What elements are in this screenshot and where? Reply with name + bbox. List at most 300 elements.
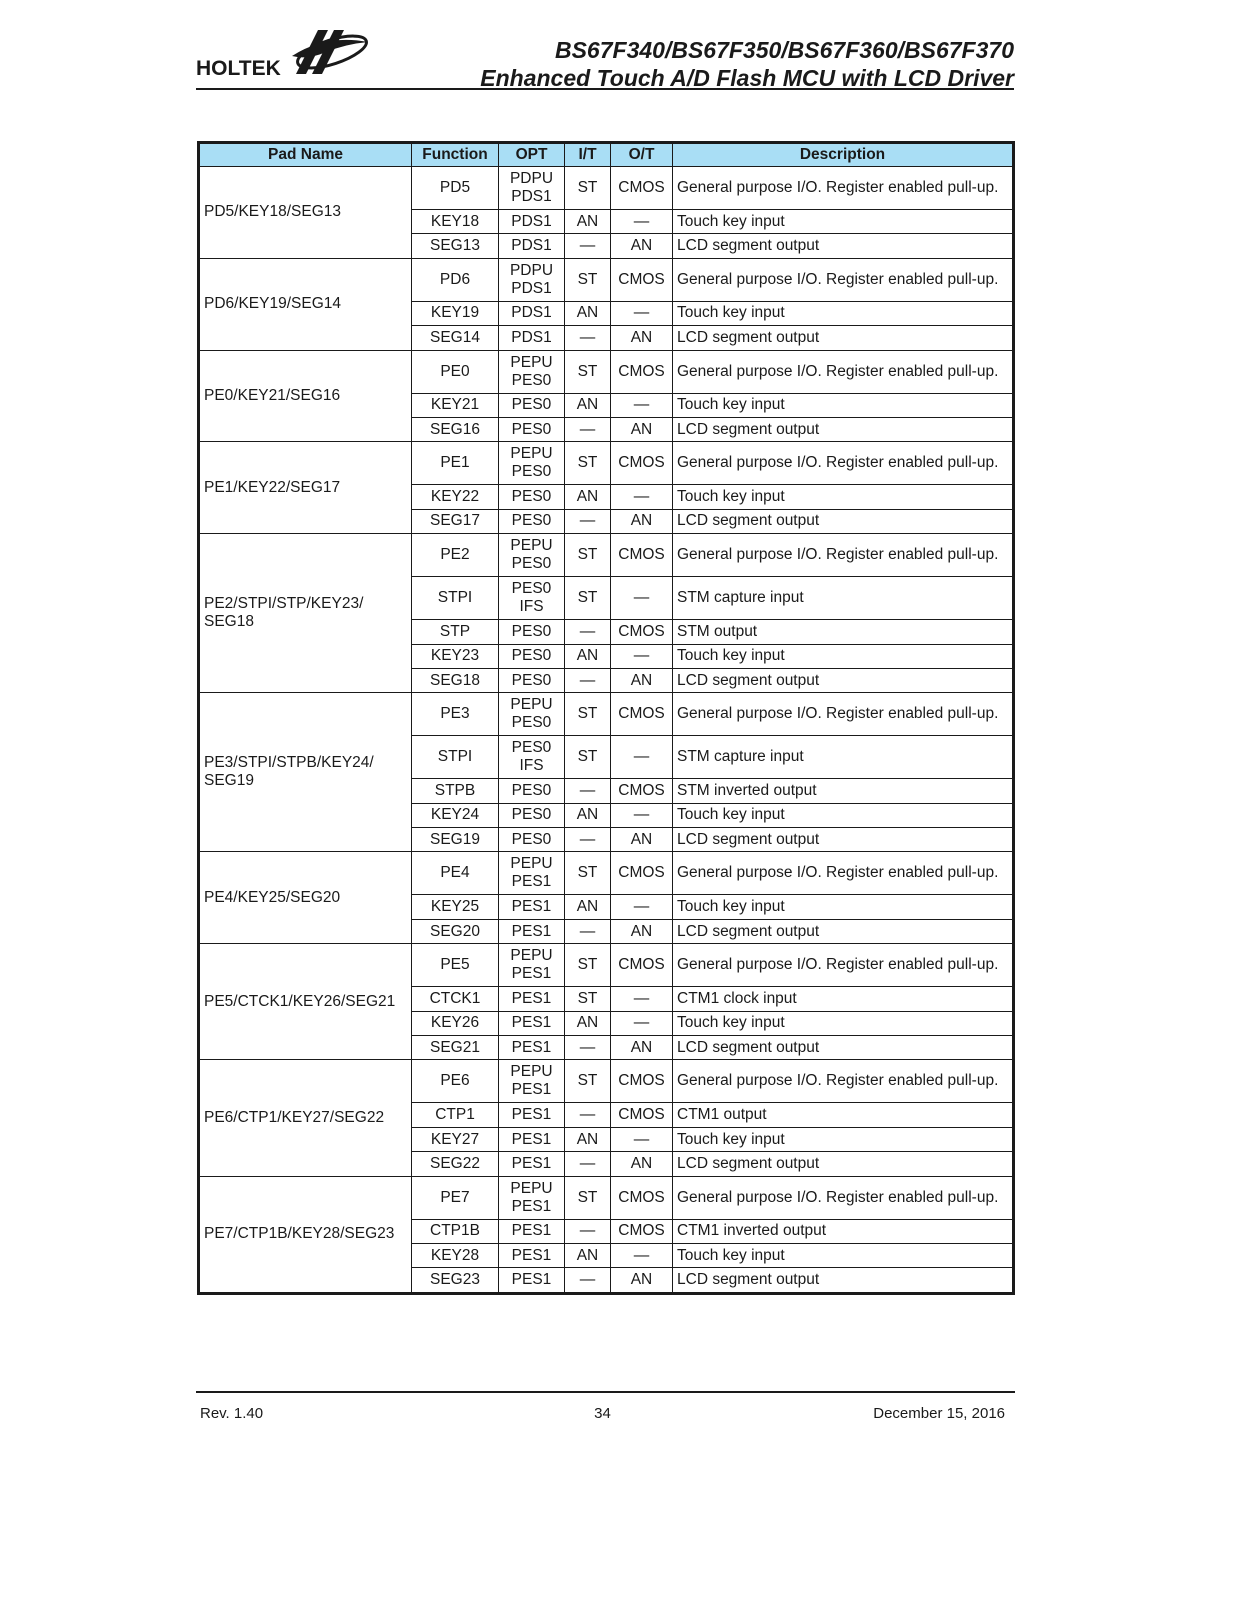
cell-function-text: SEG16	[430, 420, 480, 438]
cell-description	[673, 1152, 1013, 1176]
cell-function	[412, 301, 499, 325]
cell-opt	[499, 509, 565, 533]
cell-ot-text: —	[633, 1130, 650, 1148]
cell-opt-text: PES0	[511, 806, 552, 824]
cell-pad-name	[200, 167, 412, 259]
cell-it-text: ST	[577, 589, 598, 607]
cell-function-text: KEY18	[430, 212, 480, 230]
cell-ot	[611, 210, 673, 234]
cell-opt-text: PES1	[511, 1130, 552, 1148]
cell-pad-name	[200, 258, 412, 350]
cell-description	[673, 167, 1013, 210]
pad-name-text: PE0/KEY21/SEG16	[204, 386, 341, 404]
cell-it	[565, 620, 611, 644]
cell-ot	[611, 1060, 673, 1103]
cell-opt-text: PES1	[511, 989, 552, 1007]
svg-text:HOLTEK: HOLTEK	[196, 57, 281, 80]
cell-ot-text: —	[633, 212, 650, 230]
cell-it	[565, 350, 611, 393]
cell-function	[412, 210, 499, 234]
cell-description	[673, 828, 1013, 852]
cell-description-text: STM capture input	[677, 589, 804, 607]
cell-description-text: STM inverted output	[677, 781, 817, 799]
cell-opt	[499, 852, 565, 895]
cell-ot-text: —	[633, 806, 650, 824]
cell-opt	[499, 1011, 565, 1035]
table-row	[200, 1176, 1013, 1219]
cell-function	[412, 350, 499, 393]
cell-ot-text: —	[633, 589, 650, 607]
col-header-opt: OPT	[499, 144, 565, 167]
cell-description-text: Touch key input	[677, 647, 785, 665]
cell-it-text: —	[579, 1106, 596, 1124]
cell-pad-name	[200, 442, 412, 534]
cell-pad-name	[200, 350, 412, 442]
cell-description-text: General purpose I/O. Register enabled pull-up.	[677, 956, 999, 974]
cell-it-text: —	[579, 237, 596, 255]
cell-it	[565, 393, 611, 417]
footer-date: December 15, 2016	[873, 1405, 1005, 1422]
cell-it-text: ST	[577, 270, 598, 288]
cell-function	[412, 1036, 499, 1060]
cell-function-text: SEG17	[430, 512, 480, 530]
cell-opt-text: PEPU PES0	[510, 353, 553, 389]
cell-opt-text: PES0	[511, 622, 552, 640]
cell-opt-text: PES0	[511, 488, 552, 506]
cell-description-text: General purpose I/O. Register enabled pull-up.	[677, 454, 999, 472]
cell-ot-text: AN	[630, 237, 653, 255]
cell-function-text: PD6	[439, 270, 471, 288]
cell-it	[565, 1127, 611, 1151]
cell-opt-text: PEPU PES0	[510, 537, 553, 573]
cell-description	[673, 509, 1013, 533]
cell-opt-text: PES0	[511, 781, 552, 799]
cell-opt	[499, 895, 565, 919]
cell-description-text: LCD segment output	[677, 1038, 820, 1056]
cell-it-text: AN	[576, 898, 599, 916]
pad-name-text: PE5/CTCK1/KEY26/SEG21	[204, 992, 396, 1010]
cell-ot	[611, 393, 673, 417]
table-row	[200, 534, 1013, 577]
cell-opt	[499, 258, 565, 301]
cell-it-text: —	[579, 830, 596, 848]
cell-opt	[499, 803, 565, 827]
cell-ot-text: —	[633, 488, 650, 506]
cell-function-text: SEG13	[430, 237, 480, 255]
cell-ot-text: CMOS	[618, 454, 665, 472]
document-title	[480, 36, 1014, 92]
cell-description-text: General purpose I/O. Register enabled pull-up.	[677, 864, 999, 882]
cell-it-text: —	[579, 1038, 596, 1056]
cell-opt-text: PES1	[511, 1246, 552, 1264]
cell-ot	[611, 1219, 673, 1243]
cell-description-text: CTM1 clock input	[677, 989, 797, 1007]
cell-ot	[611, 1243, 673, 1267]
cell-ot	[611, 803, 673, 827]
cell-opt-text: PES1	[511, 1038, 552, 1056]
cell-it	[565, 234, 611, 258]
cell-opt	[499, 1036, 565, 1060]
cell-function-text: SEG23	[430, 1271, 480, 1289]
cell-opt	[499, 1176, 565, 1219]
cell-function	[412, 828, 499, 852]
cell-it-text: —	[579, 420, 596, 438]
cell-description-text: LCD segment output	[677, 328, 820, 346]
col-header-pad-name: Pad Name	[200, 144, 412, 167]
cell-ot-text: —	[633, 1014, 650, 1032]
cell-function-text: PE2	[440, 546, 470, 564]
cell-opt-text: PDS1	[511, 212, 552, 230]
cell-ot	[611, 509, 673, 533]
cell-description	[673, 301, 1013, 325]
footer-divider	[196, 1391, 1015, 1393]
cell-function	[412, 668, 499, 692]
cell-function-text: STP	[439, 622, 471, 640]
cell-it	[565, 736, 611, 779]
cell-function	[412, 1060, 499, 1103]
page-number: 34	[594, 1405, 611, 1422]
table-row	[200, 167, 1013, 210]
pad-name-text: PE3/STPI/STPB/KEY24/ SEG19	[204, 754, 374, 790]
cell-opt-text: PES0	[511, 647, 552, 665]
cell-function-text: CTP1B	[430, 1222, 480, 1240]
cell-description	[673, 1127, 1013, 1151]
cell-it-text: —	[579, 512, 596, 530]
cell-description-text: LCD segment output	[677, 1154, 820, 1172]
cell-it	[565, 210, 611, 234]
cell-ot	[611, 895, 673, 919]
cell-ot	[611, 852, 673, 895]
cell-description	[673, 895, 1013, 919]
cell-description-text: CTM1 output	[677, 1106, 767, 1124]
cell-opt	[499, 919, 565, 943]
cell-it-text: —	[579, 1154, 596, 1172]
cell-pad-name	[200, 1176, 412, 1292]
cell-ot	[611, 668, 673, 692]
pad-name-text: PE7/CTP1B/KEY28/SEG23	[204, 1225, 395, 1243]
cell-it	[565, 1176, 611, 1219]
cell-ot	[611, 919, 673, 943]
cell-opt-text: PES1	[511, 1106, 552, 1124]
cell-ot	[611, 350, 673, 393]
cell-description	[673, 442, 1013, 485]
cell-opt	[499, 736, 565, 779]
cell-function	[412, 509, 499, 533]
cell-opt	[499, 1243, 565, 1267]
title-line-1: BS67F340/BS67F350/BS67F360/BS67F370	[554, 37, 1014, 63]
cell-ot-text: CMOS	[618, 270, 665, 288]
cell-description	[673, 736, 1013, 779]
cell-opt	[499, 1152, 565, 1176]
cell-it	[565, 1152, 611, 1176]
cell-opt	[499, 1060, 565, 1103]
cell-function	[412, 1152, 499, 1176]
cell-function	[412, 1176, 499, 1219]
cell-function-text: SEG20	[430, 922, 480, 940]
cell-it	[565, 944, 611, 987]
cell-opt	[499, 577, 565, 620]
cell-ot-text: CMOS	[618, 1106, 665, 1124]
cell-it	[565, 1036, 611, 1060]
table-row	[200, 852, 1013, 895]
pad-name-text: PE2/STPI/STP/KEY23/ SEG18	[204, 595, 364, 631]
pin-function-table	[197, 141, 1015, 1295]
cell-it-text: ST	[577, 989, 598, 1007]
cell-ot-text: —	[633, 304, 650, 322]
cell-opt-text: PDS1	[511, 304, 552, 322]
cell-ot-text: AN	[630, 1038, 653, 1056]
cell-function-text: PE7	[440, 1188, 470, 1206]
cell-ot-text: —	[633, 898, 650, 916]
cell-it-text: ST	[577, 1072, 598, 1090]
cell-description	[673, 1060, 1013, 1103]
cell-it	[565, 1268, 611, 1292]
table-header-row	[200, 144, 1013, 167]
cell-function-text: KEY25	[430, 898, 480, 916]
cell-function-text: KEY21	[430, 396, 480, 414]
cell-ot-text: CMOS	[618, 362, 665, 380]
cell-description	[673, 1268, 1013, 1292]
cell-it-text: —	[579, 671, 596, 689]
cell-description-text: STM output	[677, 622, 758, 640]
cell-description-text: General purpose I/O. Register enabled pull-up.	[677, 546, 999, 564]
cell-function-text: KEY19	[430, 304, 480, 322]
cell-description	[673, 417, 1013, 441]
cell-function	[412, 442, 499, 485]
cell-ot-text: CMOS	[618, 1188, 665, 1206]
cell-it	[565, 919, 611, 943]
cell-description-text: Touch key input	[677, 212, 785, 230]
cell-it	[565, 852, 611, 895]
cell-it-text: AN	[576, 1130, 599, 1148]
cell-description-text: STM capture input	[677, 748, 804, 766]
cell-function	[412, 1103, 499, 1127]
cell-description	[673, 693, 1013, 736]
cell-ot	[611, 944, 673, 987]
cell-function	[412, 393, 499, 417]
cell-opt	[499, 644, 565, 668]
cell-description	[673, 326, 1013, 350]
cell-description	[673, 1219, 1013, 1243]
cell-opt	[499, 485, 565, 509]
cell-opt	[499, 828, 565, 852]
cell-function-text: PE3	[440, 705, 470, 723]
page-footer	[200, 1405, 1005, 1425]
cell-function	[412, 693, 499, 736]
cell-opt-text: PES1	[511, 1222, 552, 1240]
cell-opt	[499, 326, 565, 350]
cell-opt	[499, 620, 565, 644]
cell-opt	[499, 693, 565, 736]
cell-function-text: SEG18	[430, 671, 480, 689]
cell-description	[673, 393, 1013, 417]
cell-description	[673, 1011, 1013, 1035]
cell-description-text: LCD segment output	[677, 671, 820, 689]
cell-ot	[611, 1036, 673, 1060]
cell-it-text: —	[579, 922, 596, 940]
holtek-logo	[196, 24, 372, 82]
cell-it	[565, 417, 611, 441]
cell-function	[412, 234, 499, 258]
cell-ot-text: CMOS	[618, 1072, 665, 1090]
cell-ot-text: CMOS	[618, 705, 665, 723]
cell-opt-text: PEPU PES1	[510, 947, 553, 983]
cell-it-text: ST	[577, 179, 598, 196]
cell-opt-text: PES0	[511, 396, 552, 414]
cell-opt-text: PDS1	[511, 328, 552, 346]
cell-description	[673, 210, 1013, 234]
cell-opt-text: PES0	[511, 830, 552, 848]
cell-function-text: CTP1	[435, 1106, 475, 1124]
cell-ot-text: —	[633, 748, 650, 766]
cell-function	[412, 1127, 499, 1151]
cell-opt-text: PES1	[511, 1154, 552, 1172]
cell-function-text: PE4	[440, 864, 470, 882]
cell-it-text: ST	[577, 362, 598, 380]
cell-function-text: KEY24	[430, 806, 480, 824]
cell-description	[673, 644, 1013, 668]
cell-opt	[499, 350, 565, 393]
cell-opt-text: PES1	[511, 1014, 552, 1032]
cell-it	[565, 828, 611, 852]
cell-opt-text: PES1	[511, 1271, 552, 1289]
cell-ot	[611, 1127, 673, 1151]
cell-it	[565, 668, 611, 692]
cell-opt-text: PES0	[511, 420, 552, 438]
cell-it-text: ST	[577, 454, 598, 472]
cell-function	[412, 577, 499, 620]
cell-ot	[611, 828, 673, 852]
cell-opt-text: PES1	[511, 898, 552, 916]
cell-function	[412, 852, 499, 895]
cell-function	[412, 919, 499, 943]
cell-ot-text: CMOS	[618, 622, 665, 640]
cell-it-text: AN	[576, 647, 599, 665]
cell-it	[565, 326, 611, 350]
cell-description	[673, 620, 1013, 644]
cell-ot	[611, 1268, 673, 1292]
cell-description-text: LCD segment output	[677, 1271, 820, 1289]
cell-ot-text: CMOS	[618, 781, 665, 799]
cell-function	[412, 258, 499, 301]
cell-description	[673, 987, 1013, 1011]
table-row	[200, 1060, 1013, 1103]
cell-it-text: AN	[576, 488, 599, 506]
cell-description-text: LCD segment output	[677, 237, 820, 255]
cell-function	[412, 736, 499, 779]
cell-it-text: AN	[576, 1014, 599, 1032]
cell-pad-name	[200, 693, 412, 852]
cell-description-text: Touch key input	[677, 1130, 785, 1148]
table-row	[200, 350, 1013, 393]
cell-ot	[611, 736, 673, 779]
cell-description-text: LCD segment output	[677, 830, 820, 848]
cell-description-text: CTM1 inverted output	[677, 1222, 827, 1240]
cell-function-text: PE5	[440, 956, 470, 974]
cell-ot-text: CMOS	[618, 179, 665, 196]
cell-function	[412, 1243, 499, 1267]
cell-ot-text: —	[633, 1246, 650, 1264]
cell-function	[412, 620, 499, 644]
cell-opt-text: PEPU PES0	[510, 445, 553, 481]
cell-ot-text: CMOS	[618, 956, 665, 974]
cell-opt-text: PES0 IFS	[511, 580, 552, 616]
cell-function	[412, 534, 499, 577]
col-header-function: Function	[412, 144, 499, 167]
cell-opt-text: PDPU PDS1	[509, 170, 554, 205]
table-row	[200, 442, 1013, 485]
cell-it	[565, 534, 611, 577]
cell-function	[412, 987, 499, 1011]
cell-it	[565, 1011, 611, 1035]
cell-description	[673, 1243, 1013, 1267]
cell-function	[412, 779, 499, 803]
cell-description	[673, 258, 1013, 301]
cell-description	[673, 1036, 1013, 1060]
cell-description	[673, 1103, 1013, 1127]
cell-function-text: KEY28	[430, 1246, 480, 1264]
cell-opt	[499, 417, 565, 441]
cell-it	[565, 779, 611, 803]
cell-ot-text: CMOS	[618, 864, 665, 882]
col-header-ot: O/T	[611, 144, 673, 167]
cell-function	[412, 326, 499, 350]
cell-function	[412, 944, 499, 987]
cell-opt-text: PES1	[511, 922, 552, 940]
cell-function-text: PD5	[439, 179, 471, 196]
cell-it-text: —	[579, 781, 596, 799]
cell-opt	[499, 1103, 565, 1127]
cell-description	[673, 234, 1013, 258]
cell-opt-text: PEPU PES1	[510, 855, 553, 891]
cell-pad-name	[200, 534, 412, 693]
cell-it-text: ST	[577, 1188, 598, 1206]
cell-ot-text: —	[633, 396, 650, 414]
cell-ot	[611, 258, 673, 301]
cell-it	[565, 895, 611, 919]
cell-ot-text: AN	[630, 1271, 653, 1289]
cell-ot-text: AN	[630, 830, 653, 848]
cell-opt	[499, 301, 565, 325]
cell-pad-name	[200, 1060, 412, 1176]
cell-it	[565, 301, 611, 325]
cell-ot	[611, 644, 673, 668]
cell-it	[565, 577, 611, 620]
cell-ot	[611, 442, 673, 485]
cell-it	[565, 1060, 611, 1103]
cell-description	[673, 1176, 1013, 1219]
cell-opt-text: PDPU PDS1	[509, 261, 554, 297]
cell-description-text: General purpose I/O. Register enabled pull-up.	[677, 270, 999, 288]
cell-function-text: SEG22	[430, 1154, 480, 1172]
cell-it	[565, 1103, 611, 1127]
cell-description	[673, 534, 1013, 577]
cell-ot-text: AN	[630, 328, 653, 346]
cell-function-text: KEY27	[430, 1130, 480, 1148]
cell-ot	[611, 693, 673, 736]
cell-it-text: AN	[576, 304, 599, 322]
cell-function	[412, 417, 499, 441]
cell-opt	[499, 1268, 565, 1292]
cell-function	[412, 1268, 499, 1292]
cell-opt	[499, 1219, 565, 1243]
cell-function-text: STPB	[434, 781, 476, 799]
cell-description	[673, 485, 1013, 509]
cell-description	[673, 350, 1013, 393]
cell-function-text: SEG19	[430, 830, 480, 848]
cell-ot	[611, 167, 673, 210]
cell-function	[412, 167, 499, 210]
